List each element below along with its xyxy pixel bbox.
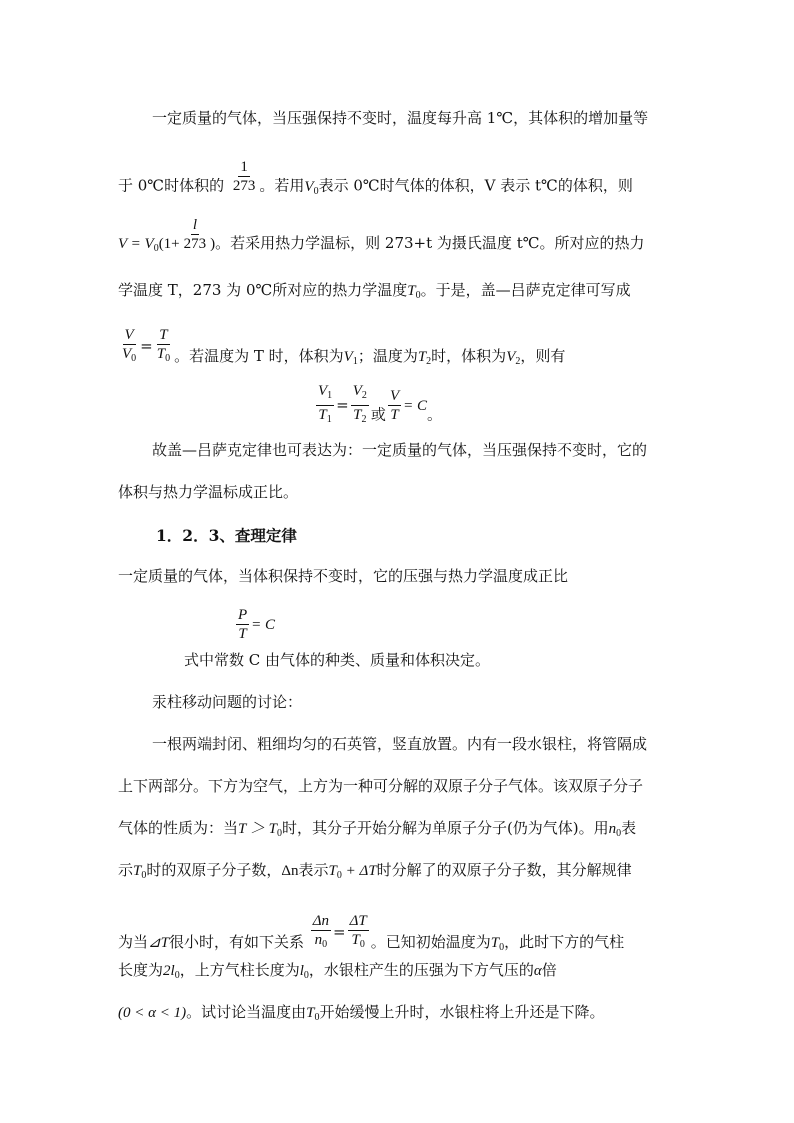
- p5-line-7: (0 < α < 1)。试讨论当温度由$T_0$开始缓慢上升时，水银柱将上升还是下降。: [118, 1003, 605, 1023]
- p1-line-2: 于 0℃时体积的 $\frac{1}{273}$ 。若用$V_0$表示 0℃时气体的体积，V 表示 t℃的体积，则: [118, 159, 633, 197]
- p5-line-4: 示$T_0$时的双原子分子数，Δn表示$T_0 + \Delta T$时分解了的双原子分子数，其分解规律: [118, 861, 632, 881]
- section-heading: 1．2．3、查理定律: [156, 526, 297, 545]
- fraction-1-over-273: $\frac{1}{273}$: [232, 159, 256, 194]
- symbol-t2: $T_2$: [417, 349, 432, 367]
- equation-charles: $\frac{P}{T}$ = C: [238, 607, 276, 642]
- p1-line-5: $\frac{V}{V_0}$ = $\frac{T}{T_0}$ 。若温度为 T 时，体积为$V_1$；温度为$T_2$时，体积为$V_2$，则有: [122, 327, 566, 367]
- fraction-t-over-t0: $\frac{T}{T_0}$: [156, 327, 171, 364]
- p3-line-1: 一定质量的气体，当体积保持不变时，它的压强与热力学温度成正比: [118, 567, 569, 585]
- symbol-v0: $V_0$: [304, 178, 319, 197]
- p2-line-1: 故盖—吕萨克定律也可表达为：一定质量的气体，当压强保持不变时，它的: [152, 441, 648, 459]
- p1-line-3: $V = V_0(1+$ $\frac{l}{273}$ )。若采用热力学温标，则 273+t 为摄氏温度 t℃。所对应的热力: [118, 217, 645, 254]
- symbol-v2: $V_2$: [506, 349, 521, 367]
- p5-line-1: 一根两端封闭、粗细均匀的石英管，竖直放置。内有一段水银柱，将管隔成: [152, 735, 648, 753]
- symbol-v1: $V_1$: [343, 349, 358, 367]
- p1-line-4: 学温度 T，273 为 0℃所对应的热力学温度$T_0$。于是，盖—吕萨克定律可写成: [118, 281, 631, 301]
- p1-line-1: 一定质量的气体，当压强保持不变时，温度每升高 1℃，其体积的增加量等: [152, 109, 649, 127]
- fraction-dn-over-n0: $\frac{\Delta n}{n_0}$: [312, 913, 330, 950]
- p3-line-2: 式中常数 C 由气体的种类、质量和体积决定。: [184, 651, 491, 669]
- p2-line-2: 体积与热力学温标成正比。: [118, 483, 299, 501]
- symbol-t0: $T_0$: [407, 283, 421, 301]
- p4-line: 汞柱移动问题的讨论：: [152, 693, 303, 711]
- p5-line-5: 为当⊿T很小时，有如下关系 $\frac{\Delta n}{n_0}$ = $\frac{\Delta T}{T_0}$ 。已知初始温度为$T_0$，此时下方的气柱: [118, 913, 625, 953]
- p5-line-2: 上下两部分。下方为空气，上方为一种可分解的双原子分子气体。该双原子分子: [118, 777, 644, 795]
- p5-line-6: 长度为$2l_0$，上方气柱长度为$l_0$，水银柱产生的压强为下方气压的α倍: [118, 961, 557, 981]
- equation-volume: $V = V_0(1+$ $\frac{l}{273}$ ): [118, 217, 216, 254]
- fraction-dt-over-t0: $\frac{\Delta T}{T_0}$: [349, 913, 367, 950]
- equation-gay-lussac: $\frac{V_1}{T_1}$ = $\frac{V_2}{T_2}$ 或 $\frac{V}{T}$ = C。: [318, 383, 443, 425]
- fraction-v-over-v0: $\frac{V}{V_0}$: [122, 327, 137, 364]
- p5-line-3: 气体的性质为：当$T > T_0$时，其分子开始分解为单原子分子(仍为气体)。用$n_0$表: [118, 819, 637, 839]
